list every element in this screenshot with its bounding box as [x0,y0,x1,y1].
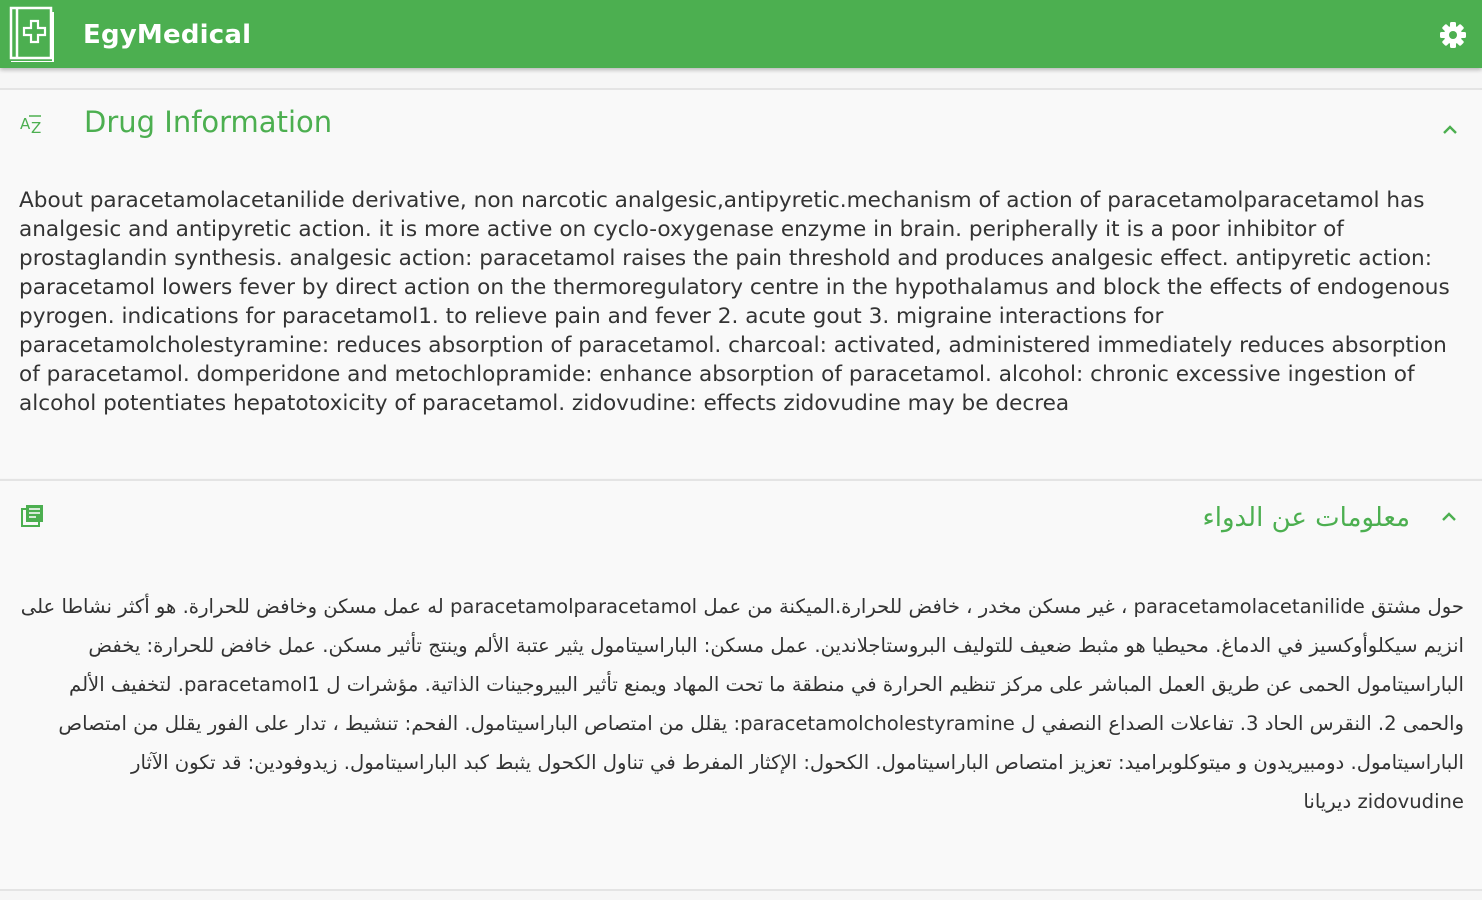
az-translate-icon [19,112,47,136]
chevron-up-icon[interactable] [1437,120,1463,140]
medical-book-icon [8,6,56,62]
drug-description: About paracetamolacetanilide derivative, non narcotic analgesic,antipyretic.mechanism of action of paracetamolparacetamol has analgesic and antipyretic action. it is more active on cyclo-oxygenase enzyme in brain. peripherally it is a poor inhibitor of prostaglandin synthesis. analgesic action: paracetamol raises the pain threshold and produces analgesic effect. antipyretic action: paracetamol lowers fever by direct action on the thermoregulatory centre in the hypothalamus and block the effects of endogenous pyrogen. indications for paracetamol1. to relieve pain and fever 2. acute gout 3. migraine interactions for paracetamolcholestyramine: reduces absorption of paracetamol. charcoal: activated, administered immediately reduces absorption of paracetamol. domperidone and metochlopramide: enhance absorption of paracetamol. alcohol: chronic excessive ingestion of alcohol potentiates hepatotoxicity of paracetamol. zidovudine: effects zidovudine may be decrea [19,188,1450,416]
section-title-arabic[interactable]: معلومات عن الدواء [1202,503,1410,533]
section-title[interactable]: Drug Information [84,105,333,139]
divider [0,889,1482,891]
drug-info-arabic-card [0,479,1482,891]
drug-info-card [0,88,1482,478]
svg-text:Z: Z [31,119,42,136]
chevron-up-icon[interactable] [1436,507,1462,527]
gear-icon[interactable] [1438,20,1468,50]
app-title: EgyMedical [83,20,252,50]
drug-description-arabic: حول مشتق paracetamolacetanilide ، غير مسكن مخدر ، خافض للحرارة.الميكنة من عمل paracetamolparacetamol له عمل مسكن وخافض للحرارة. هو أكثر نشاطا على انزيم سيكلوأوكسيز في الدماغ. محيطيا هو مثبط ضعيف للتوليف البروستاجلاندين. عمل مسكن: الباراسيتامول يثير عتبة الألم وينتج تأثير مسكن. عمل خافض للحرارة: يخفض الباراسيتامول الحمى عن طريق العمل المباشر على مركز تنظيم الحرارة في منطقة ما تحت المهاد ويمنع تأثير البيروجينات الذاتية. مؤشرات ل paracetamol1. لتخفيف الألم والحمى 2. النقرس الحاد 3. تفاعلات الصداع النصفي ل paracetamolcholestyramine: يقلل من امتصاص الباراسيتامول. الفحم: تنشيط ، تدار على الفور يقلل من امتصاص الباراسيتامول. دومبيريدون و ميتوكلوبراميد: تعزيز امتصاص الباراسيتامول. الكحول: الإكثار المفرط في تناول الكحول يثبط كبد الباراسيتامول. زيدوفودين: قد تكون الآثار zidovudine ديريانا [20,595,1464,813]
svg-text:A: A [20,115,31,133]
app-bar [0,0,1482,68]
library-books-icon [20,503,46,529]
